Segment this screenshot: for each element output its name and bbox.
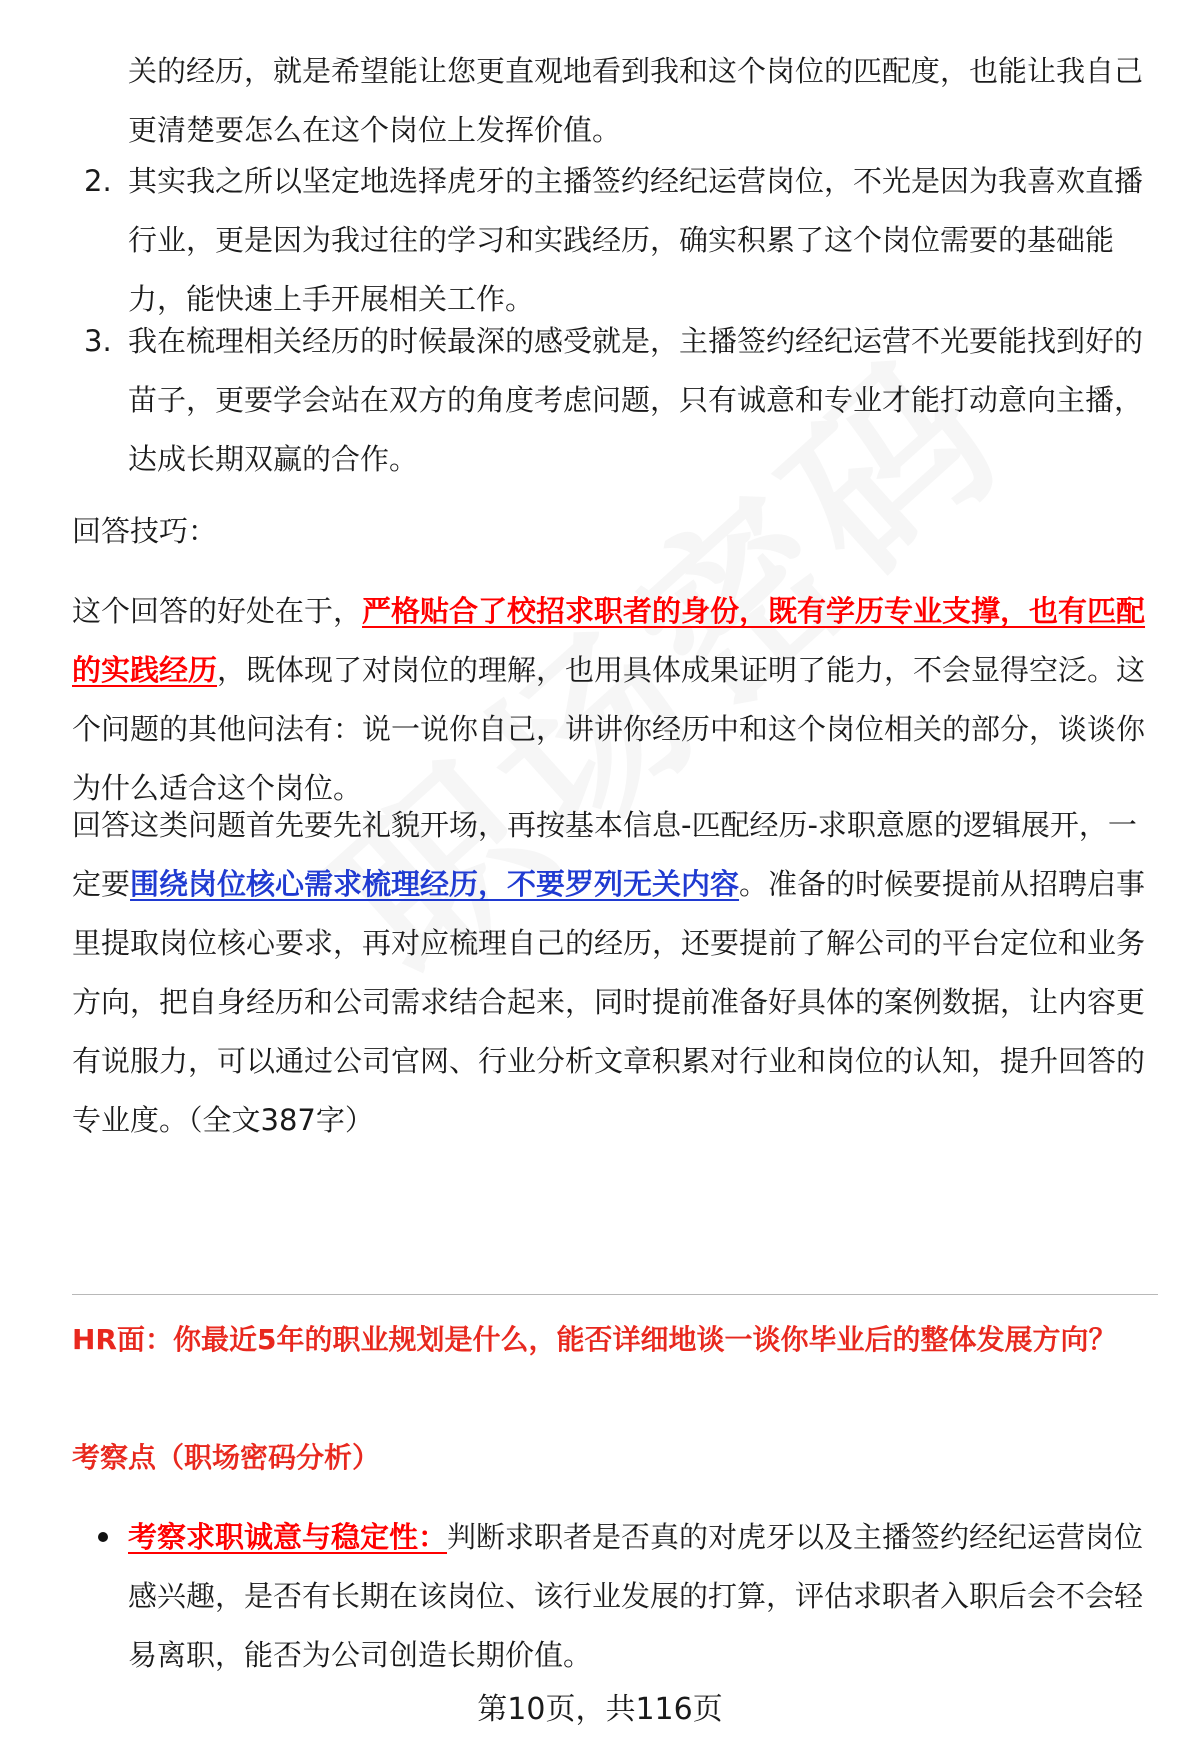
page-footer: 第10页，共116页 bbox=[477, 1692, 723, 1727]
tips-paragraph-1 bbox=[72, 582, 1152, 818]
tips-p2-text-a: 回答这类问题首先要先礼貌开场，再按基本信息-匹配经历-求职意愿的逻辑展开，一定要 bbox=[72, 808, 1137, 901]
tips-paragraph-2 bbox=[72, 796, 1152, 1150]
section-divider bbox=[72, 1294, 1158, 1295]
list-number-3: 3. bbox=[84, 324, 112, 358]
bullet-text: 判断求职者是否真的对虎牙以及主播签约经纪运营岗位感兴趣，是否有长期在该岗位、该行业发展的打算，评估求职者入职后会不会轻易离职，能否为公司创造长期价值。 bbox=[128, 1520, 1144, 1672]
tips-heading: 回答技巧： bbox=[72, 514, 218, 548]
list-number-2: 2. bbox=[84, 164, 112, 198]
tips-p2-text-c: 。准备的时候要提前从招聘启事里提取岗位核心要求，再对应梳理自己的经历，还要提前了解公司的平台定位和业务方向，把自身经历和公司需求结合起来，同时提前准备好具体的案例数据，让内容更有说服力，可以通过公司官网、行业分析文章积累对行业和岗位的认知，提升回答的专业度。（全文387字） bbox=[72, 867, 1146, 1137]
bullet-label: 考察求职诚意与稳定性： bbox=[128, 1520, 448, 1554]
tips-p2-highlight: 围绕岗位核心需求梳理经历，不要罗列无关内容 bbox=[130, 867, 740, 901]
list-item-2: 其实我之所以坚定地选择虎牙的主播签约经纪运营岗位，不光是因为我喜欢直播行业，更是因为我过往的学习和实践经历，确实积累了这个岗位需要的基础能力，能快速上手开展相关工作。 bbox=[128, 164, 1144, 316]
hr-question: HR面：你最近5年的职业规划是什么，能否详细地谈一谈你毕业后的整体发展方向？ bbox=[72, 1323, 1117, 1356]
list-item-1-continued: 关的经历，就是希望能让您更直观地看到我和这个岗位的匹配度，也能让我自己更清楚要怎么在这个岗位上发挥价值。 bbox=[128, 54, 1144, 147]
analysis-bullet-item bbox=[128, 1508, 1152, 1685]
tips-p1-highlight: 严格贴合了校招求职者的身份，既有学历专业支撑，也有匹配的实践经历 bbox=[72, 594, 1146, 687]
tips-p1-text-c: ，既体现了对岗位的理解，也用具体成果证明了能力，不会显得空泛。这个问题的其他问法有：说一说你自己，讲讲你经历中和这个岗位相关的部分，谈谈你为什么适合这个岗位。 bbox=[72, 653, 1146, 805]
tips-p1-text-a: 这个回答的好处在于， bbox=[72, 594, 363, 628]
bullet-dot-icon bbox=[98, 1532, 108, 1542]
list-item-3: 我在梳理相关经历的时候最深的感受就是，主播签约经纪运营不光要能找到好的苗子，更要学会站在双方的角度考虑问题，只有诚意和专业才能打动意向主播，达成长期双赢的合作。 bbox=[128, 324, 1144, 476]
analysis-heading: 考察点（职场密码分析） bbox=[72, 1441, 381, 1474]
